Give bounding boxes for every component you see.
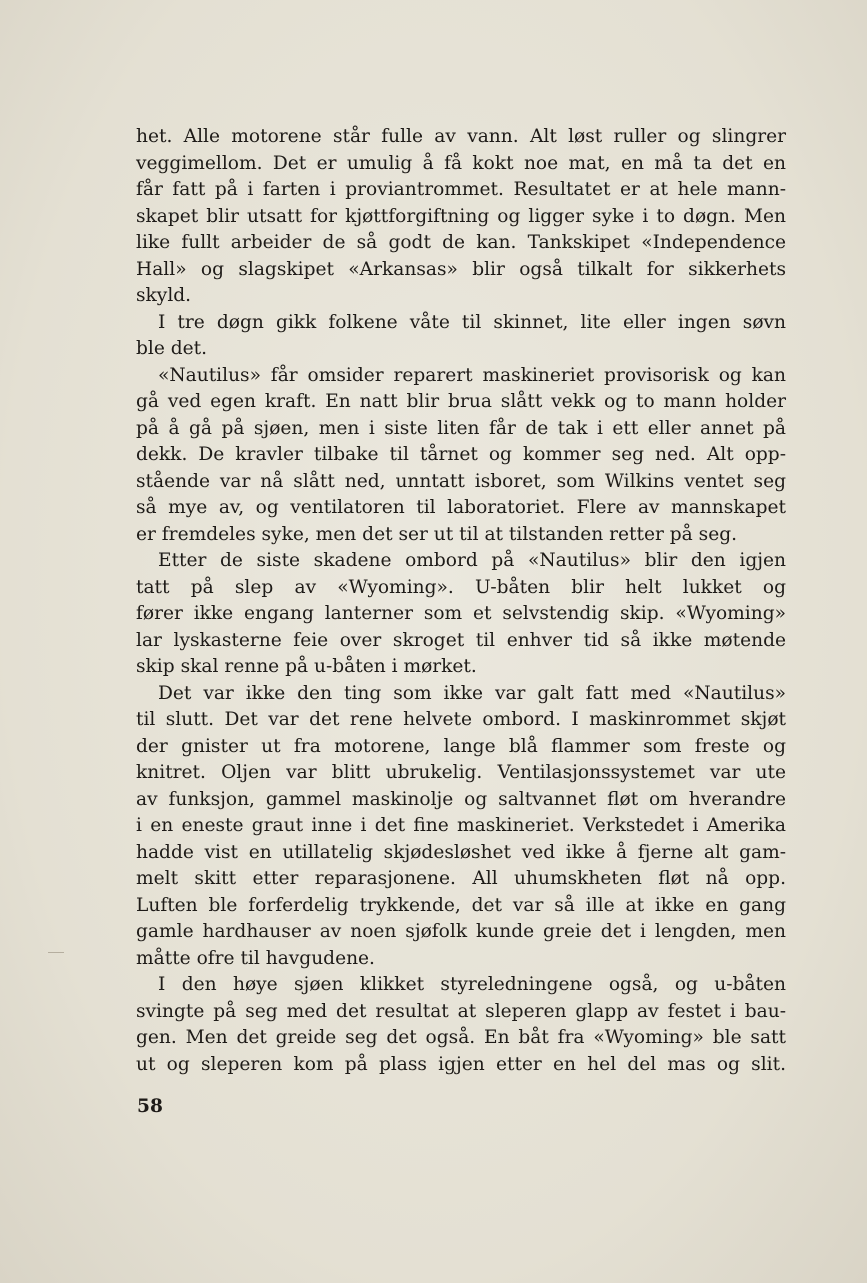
text-line: het. Alle motorene står fulle av vann. Alt løst ruller og slingrer xyxy=(136,126,786,147)
text-line: Det var ikke den ting som ikke var galt fatt med «Nautilus» xyxy=(158,682,786,704)
text-line: Luften ble forferdelig trykkende, det var så ille at ikke en gang xyxy=(136,894,786,916)
text-line: der gnister ut fra motorene, lange blå flammer som freste og xyxy=(136,735,786,757)
text-line: ble det. xyxy=(136,338,208,359)
text-line: melt skitt etter reparasjonene. All uhumskheten fløt nå opp. xyxy=(136,868,786,889)
text-line: skip skal renne på u-båten i mørket. xyxy=(136,656,477,677)
text-line: fører ikke engang lanterner som et selvstendig skip. «Wyoming» xyxy=(136,603,786,624)
text-line: «Nautilus» får omsider reparert maskineriet provisorisk og kan xyxy=(158,364,786,386)
text-line: gen. Men det greide seg det også. En båt fra «Wyoming» ble satt xyxy=(136,1027,786,1048)
text-line: hadde vist en utillatelig skjødesløshet ved ikke å fjerne alt gam- xyxy=(136,841,786,863)
text-line: tatt på slep av «Wyoming». U-båten blir helt lukket og xyxy=(136,576,786,598)
text-line: I tre døgn gikk folkene våte til skinnet, lite eller ingen søvn xyxy=(158,311,786,333)
text-line: til slutt. Det var det rene helvete ombord. I maskinrommet skjøt xyxy=(136,709,786,730)
text-line: knitret. Oljen var blitt ubrukelig. Ventilasjonssystemet var ute xyxy=(136,762,786,783)
text-line: lar lyskasterne feie over skroget til enhver tid så ikke møtende xyxy=(136,629,786,651)
text-line: får fatt på i farten i proviantrommet. Resultatet er at hele mann- xyxy=(136,179,786,200)
margin-mark xyxy=(48,952,64,953)
body-text xyxy=(136,124,786,1078)
text-line: på å gå på sjøen, men i siste liten får de tak i ett eller annet på xyxy=(136,417,786,439)
text-line: i en eneste graut inne i det fine maskineriet. Verkstedet i Amerika xyxy=(136,815,786,836)
text-line: av funksjon, gammel maskinolje og saltvannet fløt om hverandre xyxy=(136,788,786,810)
text-line: veggimellom. Det er umulig å få kokt noe mat, en må ta det en xyxy=(136,152,786,174)
text-line: skapet blir utsatt for kjøttforgiftning og ligger syke i to døgn. Men xyxy=(136,205,786,227)
text-line: dekk. De kravler tilbake til tårnet og kommer seg ned. Alt opp- xyxy=(136,444,786,465)
text-line: ut og sleperen kom på plass igjen etter en hel del mas og slit. xyxy=(136,1053,786,1075)
text-line: Etter de siste skadene ombord på «Nautilus» blir den igjen xyxy=(158,550,786,571)
text-line: er fremdeles syke, men det ser ut til at tilstanden retter på seg. xyxy=(136,523,738,545)
text-line: stående var nå slått ned, unntatt isboret, som Wilkins ventet seg xyxy=(136,470,786,492)
text-line: så mye av, og ventilatoren til laboratoriet. Flere av mannskapet xyxy=(136,497,786,518)
text-line: måtte ofre til havgudene. xyxy=(136,947,375,969)
text-line: gamle hardhauser av noen sjøfolk kunde greie det i lengden, men xyxy=(136,921,786,942)
text-line: Hall» og slagskipet «Arkansas» blir også tilkalt for sikkerhets xyxy=(136,258,786,280)
text-line: skyld. xyxy=(136,285,192,306)
page-number: 58 xyxy=(137,1096,163,1117)
text-line: I den høye sjøen klikket styreledningene også, og u-båten xyxy=(158,974,786,995)
text-line: gå ved egen kraft. En natt blir brua slått vekk og to mann holder xyxy=(136,391,786,412)
text-line: like fullt arbeider de så godt de kan. Tankskipet «Independence xyxy=(136,232,786,253)
text-line: svingte på seg med det resultat at sleperen glapp av festet i bau- xyxy=(136,1000,786,1022)
